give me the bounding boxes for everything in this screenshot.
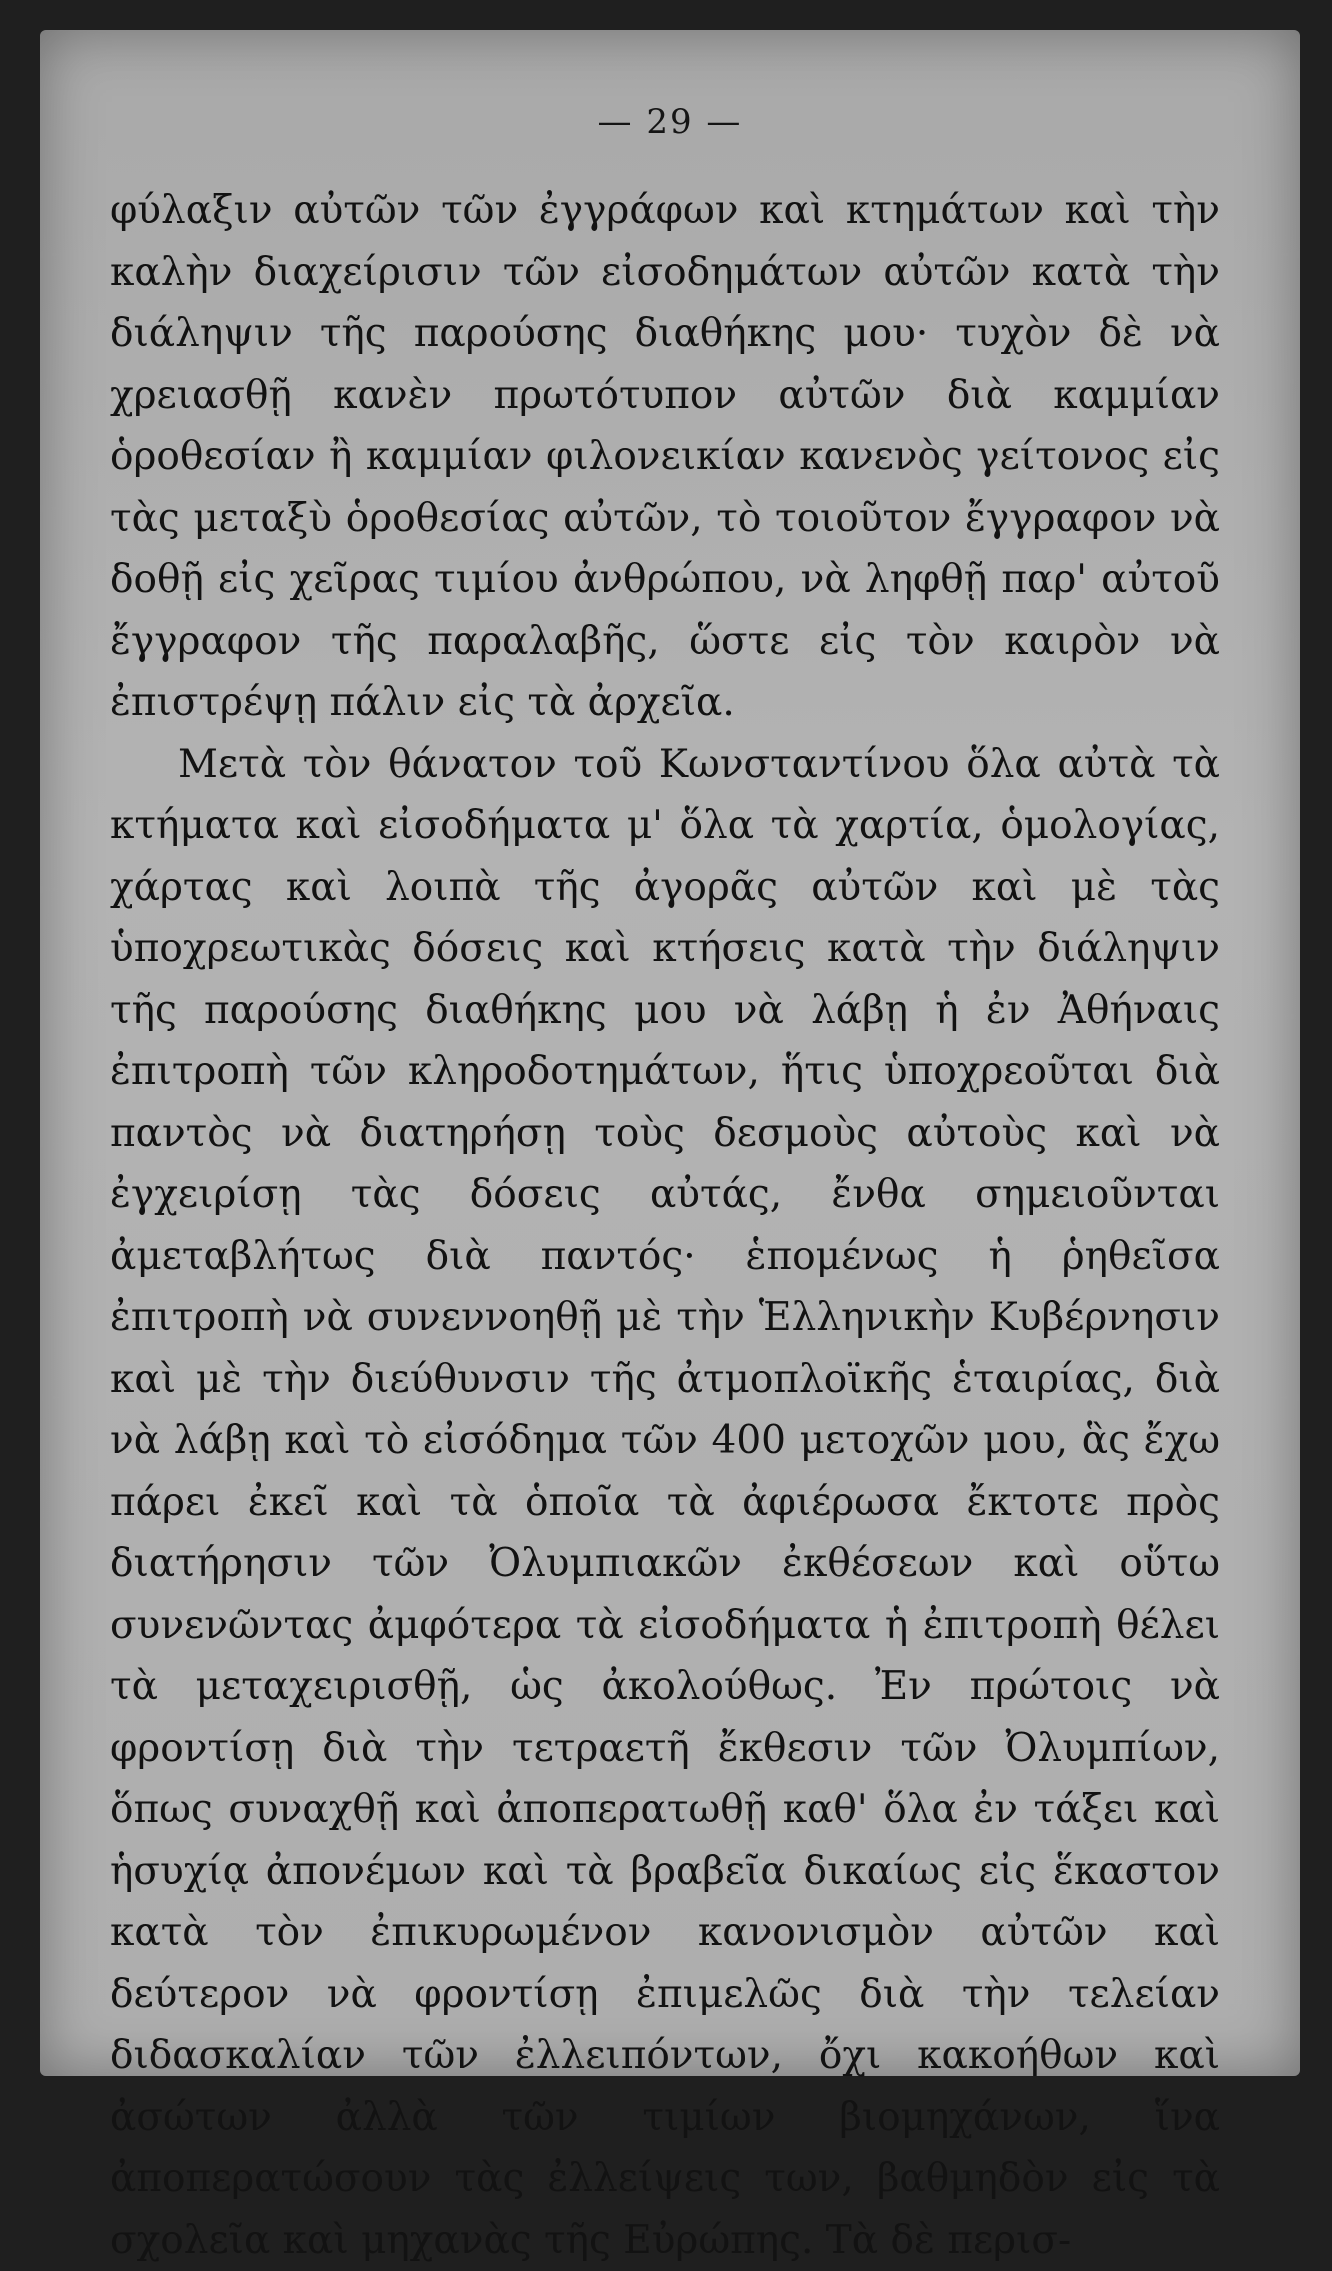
- body-text: [110, 180, 1220, 2271]
- book-page: [40, 30, 1300, 2076]
- page-number: — 29 —: [40, 102, 1300, 142]
- paragraph-1: φύλαξιν αὐτῶν τῶν ἐγγράφων καὶ κτημάτων καὶ τὴν καλὴν διαχείρισιν τῶν εἰσοδημάτων αὐτῶν κατὰ τὴν διάληψιν τῆς παρούσης διαθήκης μου· τυχὸν δὲ νὰ χρειασθῇ κανὲν πρωτότυπον αὐτῶν διὰ καμμίαν ὁροθεσίαν ἢ καμμίαν φιλονεικίαν κανενὸς γείτονος εἰς τὰς μεταξὺ ὁροθεσίας αὐτῶν, τὸ τοιοῦτον ἔγγραφον νὰ δοθῇ εἰς χεῖρας τιμίου ἀνθρώπου, νὰ ληφθῇ παρ' αὐτοῦ ἔγγραφον τῆς παραλαβῆς, ὥστε εἰς τὸν καιρὸν νὰ ἐπιστρέψῃ πάλιν εἰς τὰ ἀρχεῖα.: [110, 180, 1220, 734]
- paragraph-2: Μετὰ τὸν θάνατον τοῦ Κωνσταντίνου ὅλα αὐτὰ τὰ κτήματα καὶ εἰσοδήματα μ' ὅλα τὰ χαρτία, ὁμολογίας, χάρτας καὶ λοιπὰ τῆς ἀγορᾶς αὐτῶν καὶ μὲ τὰς ὑποχρεωτικὰς δόσεις καὶ κτήσεις κατὰ τὴν διάληψιν τῆς παρούσης διαθήκης μου νὰ λάβῃ ἡ ἐν Ἀθήναις ἐπιτροπὴ τῶν κληροδοτημάτων, ἥτις ὑποχρεοῦται διὰ παντὸς νὰ διατηρήσῃ τοὺς δεσμοὺς αὐτοὺς καὶ νὰ ἐγχειρίσῃ τὰς δόσεις αὐτάς, ἔνθα σημειοῦνται ἀμεταβλήτως διὰ παντός· ἑπομένως ἡ ῥηθεῖσα ἐπιτροπὴ νὰ συνεννοηθῇ μὲ τὴν Ἑλληνικὴν Κυβέρνησιν καὶ μὲ τὴν διεύθυνσιν τῆς ἀτμοπλοϊκῆς ἑταιρίας, διὰ νὰ λάβῃ καὶ τὸ εἰσόδημα τῶν 400 μετοχῶν μου, ἃς ἔχω πάρει ἐκεῖ καὶ τὰ ὁποῖα τὰ ἀφιέρωσα ἔκτοτε πρὸς διατήρησιν τῶν Ὀλυμπιακῶν ἐκθέσεων καὶ οὕτω συνενῶντας ἀμφότερα τὰ εἰσοδήματα ἡ ἐπιτροπὴ θέλει τὰ μεταχειρισθῇ, ὡς ἀκολούθως. Ἐν πρώτοις νὰ φροντίσῃ διὰ τὴν τετραετῆ ἔκθεσιν τῶν Ὀλυμπίων, ὅπως συναχθῇ καὶ ἀποπερατωθῇ καθ' ὅλα ἐν τάξει καὶ ἡσυχίᾳ ἀπονέμων καὶ τὰ βραβεῖα δικαίως εἰς ἕκαστον κατὰ τὸν ἐπικυρωμένον κανονισμὸν αὐτῶν καὶ δεύτερον νὰ φροντίσῃ ἐπιμελῶς διὰ τὴν τελείαν διδασκαλίαν τῶν ἐλλειπόντων, ὄχι κακοήθων καὶ ἀσώτων ἀλλὰ τῶν τιμίων βιομηχάνων, ἵνα ἀποπερατώσουν τὰς ἐλλείψεις των, βαθμηδὸν εἰς τὰ σχολεῖα καὶ μηχανὰς τῆς Εὐρώπης. Τὰ δὲ περισ-: [110, 734, 1220, 2271]
